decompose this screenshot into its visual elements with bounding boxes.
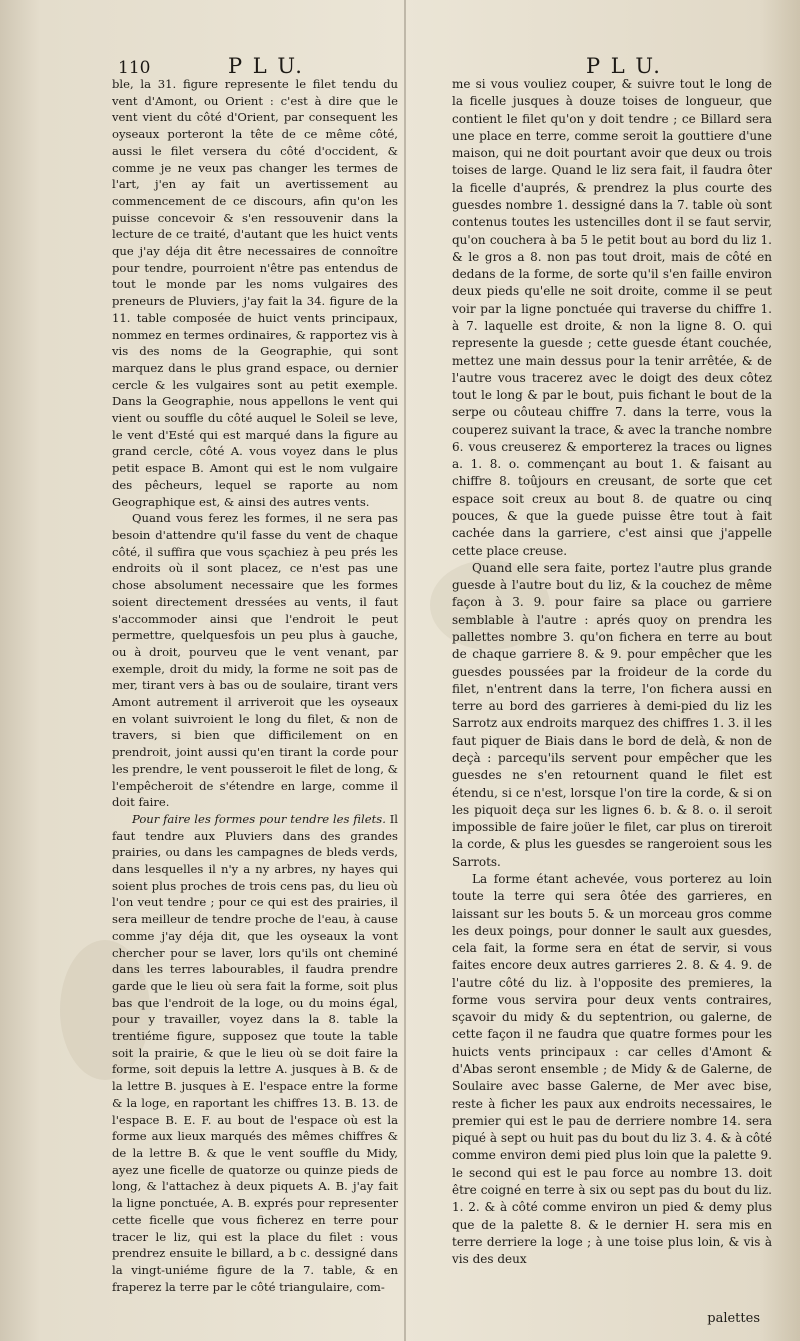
paragraph-text: me si vous vouliez couper, & suivre tout le long de la ficelle jusques à douze toises de longueur, que contient le filet qu'on y doit tendre ; ce Billard sera une place en terre, comme seroit la gouttiere d'une maison, qui ne doit pourtant avoir que deux ou trois toises de large. Quand le liz sera fait, il faudra ôter la ficelle d'auprés, & prendrez la plus courte des guesdes nombre 1. dessigné dans la 7. table où sont contenus toutes les ustencilles dont il se faut servir, qu'on couchera à ba 5 le petit bout au bord du liz 1. & le gros a 8. non pas tout droit, mais de côté en dedans de la forme, de sorte qu'il s'en faille environ deux pieds qu'elle ne soit droite, comme il se peut voir par la ligne ponctuée qui traverse du chiffre 1. à 7. laquelle est droite, & non la ligne 8. O. qui represente la guesde ; cette guesde étant couchée, mettez une main dessus pour la tenir arrêtée, & de l'autre vous tracerez avec le doigt des deux côtez tout le long & par le bout, puis fichant le bout de la serpe ou côuteau chiffre 7. dans la terre, vous la couperez suivant la trace, & avec la tranche nombre 6. vous creuserez & emporterez la traces ou lignes a. 1. 8. o. commençant au bout 1. & faisant au chiffre 8. toûjours en creusant, de sorte que cet espace soit creux au bout 8. de quatre ou cinq pouces, & que la guede puisse être tout à fait cachée dans la garriere, c'est ainsi que j'appelle cette place creuse. (452, 77, 772, 558)
running-head-right: P L U. (586, 54, 662, 78)
paragraph-text: Quand elle sera faite, portez l'autre plus grande guesde à l'autre bout du liz, & la couchez de même façon à 3. 9. pour faire sa place ou garriere semblable à l'autre : aprés quoy on prendra les pallettes nombre 3. qu'on fichera en terre au bout de chaque garriere 8. & 9. pour empêcher que les guesdes poussées par la froideur de la corde du filet, n'entrent dans la terre, l'on fichera aussi en terre au bord des garrieres à demi-pied du liz les Sarrotz aux endroits marquez des chiffres 1. 3. il les faut piquer de Biais dans le bord de delà, & non de deçà : parcequ'ils servent pour empêcher que les guesdes ne s'en retournent quand le filet est étendu, si ce n'est, lorsque l'on tire la corde, & si on les piquoit deça sur les lignes 6. b. & 8. o. il seroit impossible de faire joüer le filet, car plus on tireroit la corde, & plus les guesdes se rangeroient sous les Sarrots. (452, 560, 772, 869)
catchword: palettes (707, 1311, 760, 1326)
paragraph (112, 76, 398, 510)
right-text-column (452, 76, 772, 1268)
paragraph-text: ble, la 31. figure represente le filet tendu du vent d'Amont, ou Orient : c'est à dire que le vent vient du côté d'Orient, par consequent les oyseaux porteront la tête de ce même côté, aussi le filet versera du côté d'occident, & comme je ne veux pas changer les termes de l'art, j'en ay fait un avertissement au commencement de ce discours, afin qu'on les puisse concevoir & s'en ressouvenir dans la lecture de ce traité, d'autant que les huict vents que j'ay déja dit être necessaires de connoître pour tendre, pourroient n'être pas entendus de tout le monde par les noms vulgaires des preneurs de Pluviers, j'ay fait la 34. figure de la 11. table composée de huict vents principaux, nommez en termes ordinaires, & rapportez vis à vis des noms de la Geographie, qui sont marquez dans le plus grand espace, ou dernier cercle & les vulgaires sont au petit exemple. Dans la Geographie, nous appellons le vent qui vient ou souffle du côté auquel le Soleil se leve, le vent d'Esté qui est marqué dans la figure au grand cercle, côté A. vous voyez dans le plus petit espace B. Amont qui est le nom vulgaire des pêcheurs, lequel se raporte au nom Geographique est, & ainsi des autres vents. (112, 77, 398, 509)
paragraph (452, 76, 772, 560)
paragraph (452, 560, 772, 871)
page-number: 110 (118, 58, 151, 78)
paragraph-text: Il faut tendre aux Pluviers dans des grandes prairies, ou dans les campagnes de bleds verds, dans lesquelles il n'y a ny arbres, ny hayes qui soient plus proches de trois cens pas, du lieu où l'on veut tendre ; pour ce qui est des prairies, il sera meilleur de tendre proche de l'eau, à cause comme j'ay déja dit, que les oyseaux la vont chercher pour se laver, lors qu'ils ont cheminé dans les terres labourables, il faudra prendre garde que le lieu où sera fait la forme, soit plus bas que l'endroit de la loge, ou du moins égal, pour y travailler, voyez dans la 8. table la trentiéme figure, supposez que toute la table soit la prairie, & que le lieu où se doit faire la forme, soit depuis la lettre A. jusques à B. & de la lettre B. jusques à E. l'espace entre la forme & la loge, en raportant les chiffres 13. B. 13. de l'espace B. E. F. au bout de l'espace où est la forme aux lieux marqués des mêmes chiffres & de la lettre B. & que le vent souffle du Midy, ayez une ficelle de quatorze ou quinze pieds de long, & l'attachez à deux piquets A. B. j'ay fait la ligne ponctuée, A. B. exprés pour representer cette ficelle que vous ficherez en terre pour tracer le liz, qui est la place du filet : vous prendrez ensuite le billard, a b c. dessigné dans la vingt-uniéme figure de la 7. table, & en fraperez la terre par le côté triangulaire, com- (112, 811, 399, 1294)
paragraph-text: Quand vous ferez les formes, il ne sera pas besoin d'attendre qu'il fasse du vent de chaque côté, il suffira que vous sçachiez à peu prés les endroits où il sont placez, ce n'est pas une chose absolument necessaire que les formes soient directement dressées au vents, il faut s'accommoder ainsi que l'endroit le peut permettre, quelquesfois un peu plus à gauche, ou à droit, pourveu que le vent venant, par exemple, droit du midy, la forme ne soit pas de mer, tirant vers à bas ou de soulaire, tirant vers Amont autrement il arriveroit que les oyseaux en volant suivroient le long du filet, & non de travers, si bien que difficilement on en prendroit, joint aussi qu'en tirant la corde pour les prendre, le vent pousseroit le filet de long, & l'empêcheroit de s'étendre en large, comme il doit faire. (112, 511, 398, 810)
paragraph-text: La forme étant achevée, vous porterez au loin toute la terre qui sera ôtée des garrieres, en laissant sur les bouts 5. & un morceau gros comme les deux poings, pour donner le sault aux guesdes, cela fait, la forme sera en état de servir, si vous faites encore deux autres garrieres 2. 8. & 4. 9. de l'autre côté du liz. à l'opposite des premieres, la forme vous servira pour deux vents contraires, sçavoir du midy & du septentrion, ou galerne, de cette façon il ne faudra que quatre formes pour les huicts vents principaux : car celles d'Amont & d'Abas seront ensemble ; de Midy & de Galerne, de Soulaire avec basse Galerne, de Mer avec bise, reste à ficher les paux aux endroits necessaires, le premier qui est le pau de derriere nombre 14. sera piqué à sept ou huit pas du bout du liz 3. 4. & à côté comme environ demi pied plus loin que la palette 9. le second qui est le pau force au nombre 13. doit être coigné en terre à six ou sept pas du bout du liz. 1. 2. & à côté comme environ un pied & demy plus que de la palette 8. & le dernier H. sera mis en terre derriere la loge ; à une toise plus loin, & vis à vis des deux (452, 871, 772, 1267)
running-head-left: P L U. (228, 54, 304, 78)
paragraph (452, 871, 772, 1268)
section-heading: Pour faire les formes pour tendre les filets. (132, 811, 386, 826)
left-text-column (112, 76, 398, 1295)
paragraph (112, 510, 398, 811)
paragraph (112, 811, 398, 1295)
column-gutter (404, 0, 406, 1341)
